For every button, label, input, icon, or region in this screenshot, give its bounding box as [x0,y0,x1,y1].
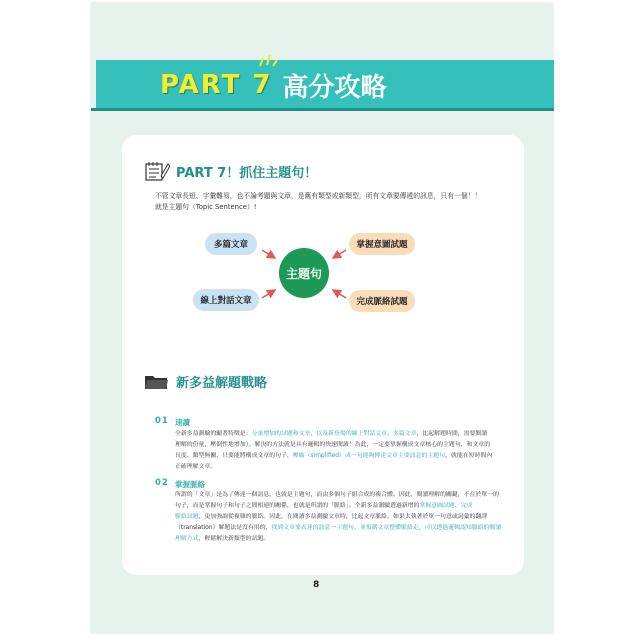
item1-line-1a: 全新多益測驗的顯著特徵是： [175,431,252,437]
section2-title: 新多益解題戰略 [176,375,268,391]
item2-line-4 [175,523,501,534]
section1-title: PART 7！抓住主題句！ [176,165,318,181]
item2-line-3a: 脈絡試題 [175,514,199,520]
banner-heading: 高分攻略 [282,72,387,103]
bubble-online-chat: 線上對話文章 [193,289,259,311]
item2-line-4b: 找到文章要表達的訊息一主題句，並預測文章整體脈絡走，可以透過邏輯認知脈絡的閱讀 [271,525,502,531]
item2-line-3 [175,512,487,523]
banner-part-label: PART 7 [160,70,273,100]
item2-line-3b: ，更加強調從複雜的脈絡。因此，在閱讀多益測驗文章時，比起文章脈絡，如果太執著於單一句意或詞彙的翻譯 [198,514,488,520]
item2-line-2b: 掌握意圖試題、完成 [419,503,473,509]
item1-title: 速讀 [175,418,190,427]
item1-line-1 [175,429,487,440]
item2-number: 02 [155,478,169,488]
item1-line-2: 理解的份量，壓倒性地增加）。解決的方法就是具有邏輯的快速閱讀！為此，一定要掌握構成文章核心的主題句，和文章的 [175,442,491,448]
item1-line-4: 正確理解文章。 [175,464,217,470]
item2-line-1: 所謂的「文章」是為了傳達一個訊息，也就是主題句，而由多個句子組合成的複合體。因此，閱讀理解的關鍵，不在於單一的 [175,492,499,498]
page-number: 8 [313,580,320,590]
item2-line-2a: 句子，而是掌握句子和句子之間相連的關係，也就是所謂的「脈絡」。全新多益測驗透過新增的 [175,503,420,509]
topic-sentence-circle: 主題句 [279,248,329,298]
item1-line-3c: ，就能在短時間內 [445,453,493,459]
intro-line-1: 不管文章長短、字彙難易，也不論考題與文章，是舊有類型或新類型，所有文章要傳遞的訊息，只有一個！！ [155,192,482,200]
item2-title: 掌握脈絡 [175,480,205,489]
item1-line-1c: ，比起解題時間，需要閱讀 [416,431,488,437]
intro-line-2: 就是主題句（Topic Sentence）! [155,203,257,211]
folder-icon [144,371,170,391]
item1-line-3 [175,451,492,462]
bubble-multi-article: 多篇文章 [205,233,257,255]
item2-line-5a: 理解方式 [175,536,199,542]
item2-line-5 [175,534,269,545]
item2-line-2 [175,501,472,512]
item1-line-3a: 長度、類型無關，只要能將構成文章的句子， [175,453,293,459]
item1-line-3b: 壓縮（simplified）成一句能夠傳達文章主要訊息的主題句 [292,453,446,459]
item2-line-4a: （translation）解題法是沒有用的， [175,525,272,531]
section2-heading [144,371,267,391]
bubble-context-question: 完成脈絡試題 [349,290,415,312]
item1-line-1b: 分量增加的試題和文章，以及新登場的線上對話文章、多篇文章 [251,431,417,437]
bubble-intent-question: 掌握意圖試題 [349,233,415,255]
item2-line-5b: ，輕鬆解決新類型的試題。 [198,536,270,542]
item1-number: 01 [155,416,169,426]
